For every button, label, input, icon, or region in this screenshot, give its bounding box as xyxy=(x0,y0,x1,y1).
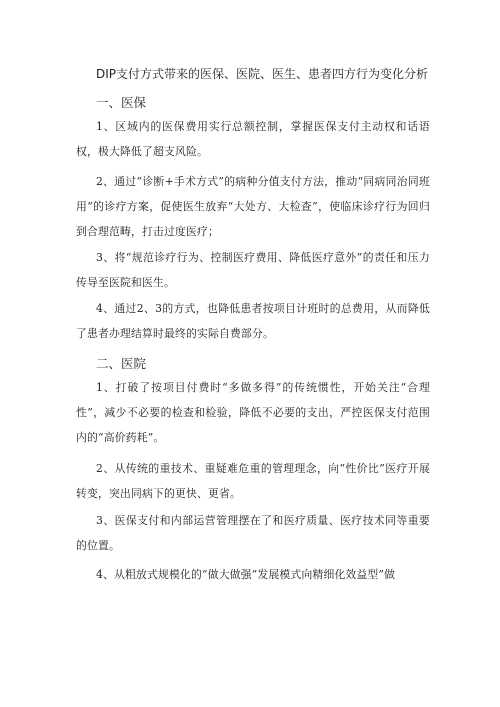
paragraph: 3、将“规范诊疗行为、控制医疗费用、降低医疗意外”的责任和压力传导至医院和医生。 xyxy=(76,251,430,289)
document-title: DIP支付方式带来的医保、医院、医生、患者四方行为变化分析 xyxy=(96,67,429,81)
paragraph: 4、通过2、3的方式，也降低患者按项目计班时的总费用，从而降低了患者办理结算时最终的实际自费部分。 xyxy=(76,302,430,340)
paragraph: 3、医保支付和内部运营管理摆在了和医疗质量、医疗技术同等重要的位置。 xyxy=(76,514,430,552)
section-heading-medical-insurance: 一、医保 xyxy=(96,95,147,110)
paragraph: 1、区域内的医保费用实行总额控制，掌握医保支付主动权和话语权，极大降低了超支风险。 xyxy=(76,120,430,158)
paragraph: 2、从传统的重技术、重疑难危重的管理理念，向“性价比”医疗开展转变，突出同病下的更快、更省。 xyxy=(76,462,430,500)
paragraph: 2、通过“诊断+手术方式”的病种分值支付方法，推动“同病同治同班用”的诊疗方案，促使医生放弃“大处方、大检查”，使临床诊疗行为回归到合理范畴，打击过度医疗； xyxy=(76,175,430,238)
paragraph: 4、从粗放式规模化的“做大做强”发展模式向精细化效益型”做 xyxy=(96,568,396,581)
section-heading-hospital: 二、医院 xyxy=(96,356,147,371)
paragraph: 1、打破了按项目付费时“多做多得”的传统惯性，开始关注“合理性”，减少不必要的检查和检验，降低不必要的支出，严控医保支付范围内的“高价药耗”。 xyxy=(76,381,430,444)
